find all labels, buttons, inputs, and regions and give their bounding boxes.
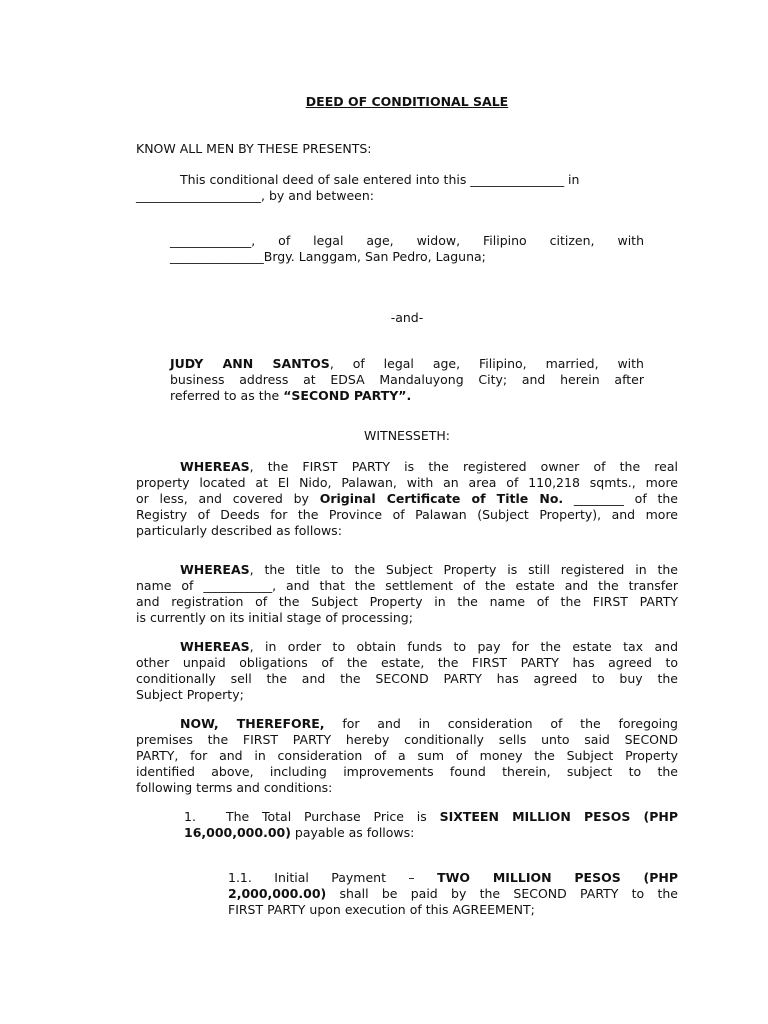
intro-paragraph [136, 172, 660, 204]
purchase-price: 16,000,000.00) [184, 825, 291, 840]
whereas-line: property located at El Nido, Palawan, with an area of 110,218 sqmts., more [136, 475, 678, 490]
first-party-line: _____________, of legal age, widow, Filipino citizen, with [170, 233, 644, 248]
now-therefore-line: following terms and conditions: [136, 780, 333, 795]
whereas-line: particularly described as follows: [136, 523, 342, 538]
term-item-1 [184, 809, 678, 841]
term-line: 1.1. Initial Payment – TWO MILLION PESOS (PHP [228, 870, 678, 885]
whereas-line: WHEREAS, the FIRST PARTY is the registered owner of the real [180, 459, 678, 474]
preamble: KNOW ALL MEN BY THESE PRESENTS: [136, 141, 372, 156]
now-therefore-paragraph [136, 716, 678, 796]
second-party-name: JUDY ANN SANTOS [170, 356, 330, 371]
second-party-line: business address at EDSA Mandaluyong City; and herein after [170, 372, 644, 387]
title-reference: Original Certificate of Title No. [319, 491, 564, 506]
second-party-paragraph [170, 356, 644, 404]
second-party-line: referred to as the “SECOND PARTY”. [170, 388, 412, 403]
first-party-paragraph [170, 233, 644, 265]
whereas-line: name of ___________, and that the settlement of the estate and the transfer [136, 578, 678, 593]
witnesseth-heading: WITNESSETH: [364, 428, 450, 443]
whereas-2-paragraph [136, 562, 678, 626]
whereas-line: and registration of the Subject Property in the name of the FIRST PARTY [136, 594, 678, 609]
whereas-line: Registry of Deeds for the Province of Palawan (Subject Property), and more [136, 507, 678, 522]
now-therefore-line: premises the FIRST PARTY hereby conditionally sells unto said SECOND [136, 732, 678, 747]
whereas-lead: WHEREAS [180, 459, 250, 474]
initial-payment: 2,000,000.00) [228, 886, 327, 901]
whereas-line: other unpaid obligations of the estate, the FIRST PARTY has agreed to [136, 655, 678, 670]
document-title: DEED OF CONDITIONAL SALE [305, 94, 509, 109]
whereas-3-paragraph [136, 639, 678, 703]
term-line: 16,000,000.00) payable as follows: [184, 825, 415, 840]
first-party-line: _______________Brgy. Langgam, San Pedro, Laguna; [170, 249, 486, 264]
term-line: 2,000,000.00) shall be paid by the SECOND PARTY to the [228, 886, 678, 901]
intro-line: ____________________, by and between: [136, 188, 375, 203]
now-therefore-lead: NOW, THEREFORE, [180, 716, 325, 731]
whereas-line: WHEREAS, in order to obtain funds to pay for the estate tax and [180, 639, 678, 654]
term-item-1-1 [228, 870, 678, 918]
now-therefore-line: identified above, including improvements found therein, subject to the [136, 764, 678, 779]
whereas-line: conditionally sell the and the SECOND PARTY has agreed to buy the [136, 671, 678, 686]
now-therefore-line: NOW, THEREFORE, for and in consideration of the foregoing [180, 716, 678, 731]
whereas-line: Subject Property; [136, 687, 244, 702]
whereas-line: or less, and covered by Original Certificate of Title No. ________ of the [136, 491, 679, 506]
second-party-designation: “SECOND PARTY”. [283, 388, 412, 403]
term-line: FIRST PARTY upon execution of this AGREEMENT; [228, 902, 535, 917]
whereas-lead: WHEREAS [180, 639, 250, 654]
whereas-1-paragraph [136, 459, 678, 539]
term-number: 1. [184, 809, 196, 824]
now-therefore-line: PARTY, for and in consideration of a sum of money the Subject Property [136, 748, 678, 763]
whereas-line: WHEREAS, the title to the Subject Property is still registered in the [180, 562, 678, 577]
and-separator: -and- [390, 310, 424, 325]
whereas-line: is currently on its initial stage of processing; [136, 610, 413, 625]
term-line: 1. The Total Purchase Price is SIXTEEN MILLION PESOS (PHP [184, 809, 678, 824]
intro-line: This conditional deed of sale entered into this _______________ in [180, 172, 580, 187]
whereas-lead: WHEREAS [180, 562, 250, 577]
second-party-line: JUDY ANN SANTOS, of legal age, Filipino, married, with [170, 356, 644, 371]
